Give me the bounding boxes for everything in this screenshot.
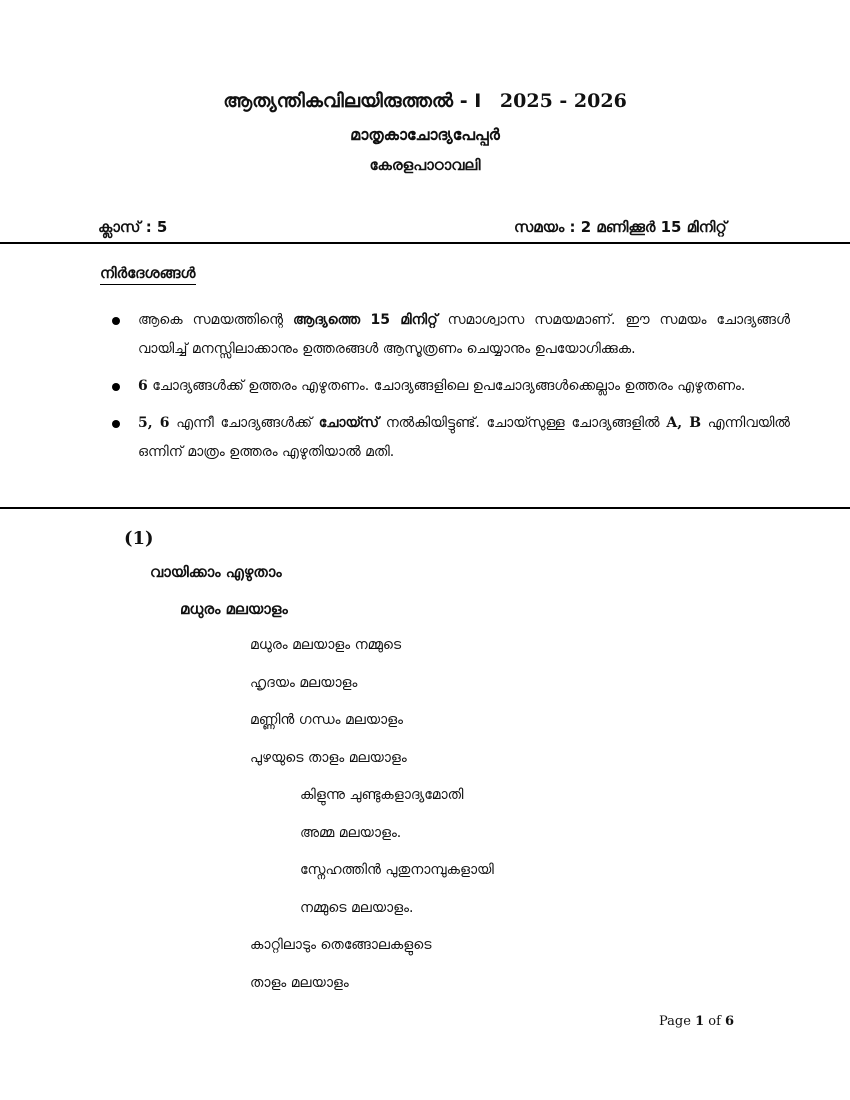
exam-title — [0, 90, 850, 112]
poem-line: കാറ്റിലാടും തെങ്ങോലകളുടെ — [250, 937, 432, 953]
instruction-item: 5, 6 എന്നീ ചോദ്യങ്ങൾക്ക് ചോയ്സ് നൽകിയിട്ടുണ്ട്. ചോയ്സുള്ള ചോദ്യങ്ങളിൽ A, B എന്നിവയിൽ ഒന്നിന് മാത്രം ഉത്തരം എഴുതിയാൽ മതി. — [108, 409, 790, 467]
subject-name: കേരളപാഠാവലി — [369, 156, 481, 174]
bullet-icon — [112, 317, 120, 325]
instruction-item: ആകെ സമയത്തിന്റെ ആദ്യത്തെ 15 മിനിറ്റ് സമാശ്വാസ സമയമാണ്. ഈ സമയം ചോദ്യങ്ങൾ വായിച്ച് മനസ്സിലാക്കാനും ഉത്തരങ്ങൾ ആസൂത്രണം ചെയ്യാനും ഉപയോഗിക്കുക. — [108, 306, 790, 364]
page-indicator: Page 1 of 6 — [659, 1014, 735, 1029]
question-number: (1) — [124, 528, 154, 549]
instructions-heading: നിർദേശങ്ങൾ — [100, 264, 196, 285]
instruction-item: 6 ചോദ്യങ്ങൾക്ക് ഉത്തരം എഴുതണം. ചോദ്യങ്ങളിലെ ഉപചോദ്യങ്ങൾക്കെല്ലാം ഉത്തരം എഴുതണം. — [108, 372, 790, 401]
bullet-icon — [112, 420, 120, 428]
header-divider — [0, 242, 850, 244]
poem-line: താളം മലയാളം — [250, 975, 349, 991]
instructions-divider — [0, 507, 850, 509]
poem-line: ഹൃദയം മലയാളം — [250, 675, 358, 691]
class-label: ക്ലാസ് : 5 — [98, 218, 168, 236]
poem-line: സ്നേഹത്തിൻ പുതുനാമ്പുകളായി — [300, 862, 494, 878]
instructions-list — [108, 306, 790, 475]
time-label: സമയം : 2 മണിക്കൂർ 15 മിനിറ്റ് — [514, 218, 727, 236]
poem-line: അമ്മ മലയാളം. — [300, 825, 402, 841]
poem-line: കിളുന്നു ചുണ്ടുകളാദ്യമോതി — [300, 787, 464, 803]
poem-title: മധുരം മലയാളം — [180, 600, 288, 618]
section-title: വായിക്കാം എഴുതാം — [150, 563, 282, 581]
poem-line: മധുരം മലയാളം നമ്മുടെ — [250, 637, 402, 653]
exam-title-text: ആത്യന്തികവിലയിരുത്തൽ - I — [223, 90, 482, 112]
exam-year: 2025 - 2026 — [499, 90, 627, 112]
poem-line: മണ്ണിൻ ഗന്ധം മലയാളം — [250, 712, 403, 728]
poem-line: നമ്മുടെ മലയാളം. — [300, 900, 414, 916]
bullet-icon — [112, 383, 120, 391]
paper-type: മാതൃകാചോദ്യപേപ്പർ — [350, 125, 500, 144]
poem-line: പുഴയുടെ താളം മലയാളം — [250, 750, 407, 766]
